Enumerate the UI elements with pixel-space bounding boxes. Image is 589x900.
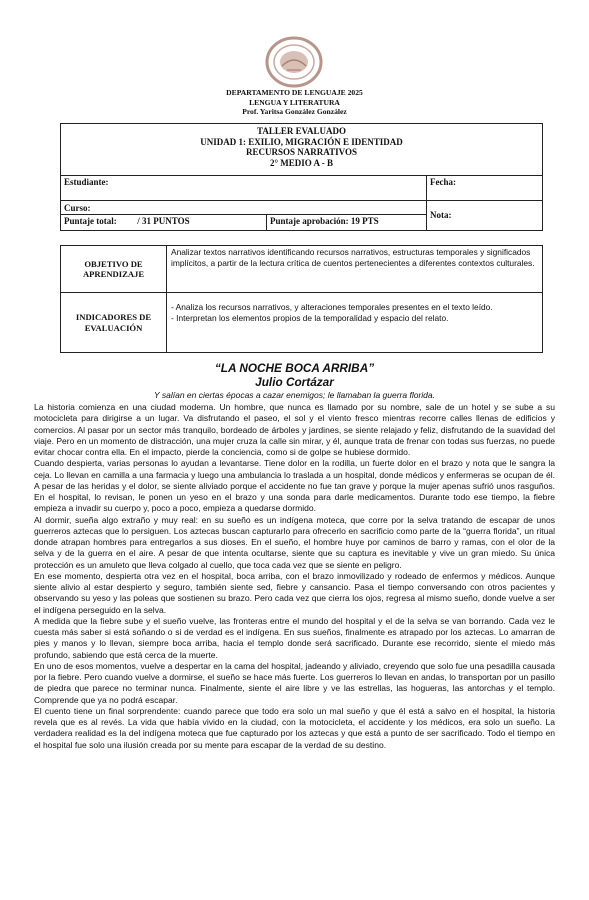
total-score-label: Puntaje total: xyxy=(64,215,117,226)
department-name: DEPARTAMENTO DE LENGUAJE 2025 xyxy=(226,88,363,97)
date-label: Fecha: xyxy=(430,177,456,188)
indicators-text xyxy=(167,293,543,353)
indicator-item: - Analiza los recursos narrativos, y alteraciones temporales presentes en el texto leído. xyxy=(171,302,493,312)
story-paragraph: El cuento tiene un final sorprendente: cuando parece que todo era solo un mal sueño y que él está a salvo en el hospital, la historia revela que es al revés. La vida que había vivido en la ciudad, con la motocicleta, el accidente y los médicos, era solo un sueño. La verdadera realidad es la del indígena moteca que fue capturado por los aztecas y que está a punto de ser sacrificado. Todo el tiempo en el hospital fue solo una ilusión creada por su mente para escapar de la verdad de su destino. xyxy=(34,705,555,750)
objectives-table xyxy=(60,245,543,353)
department-header xyxy=(0,88,589,117)
student-label: Estudiante: xyxy=(64,177,109,188)
story-paragraph: Cuando despierta, varias personas lo ayudan a levantarse. Tiene dolor en la rodilla, un fuerte dolor en el brazo y nota que le sangra la ceja. Lo llevan en camilla a una farmacia y luego una ambulancia lo traslada a un hospital, donde médicos y enfermeras se ocupan de él. A pesar de las heridas y el dolor, se siente aliviado porque el accidente no fue tan grave y porque la mujer apenas sufrió unos rasguños. En el hospital, lo revisan, le ponen un yeso en el brazo y una sonda para darle medicamentos. Durante todo ese tiempo, la fiebre empieza a invadir su cuerpo y, poco a poco, empieza a quedarse dormido. xyxy=(34,458,555,514)
university-seal-icon xyxy=(263,36,325,88)
grade-label: Nota: xyxy=(430,210,452,221)
approval-score-field xyxy=(267,214,427,230)
unit-title: UNIDAD 1: EXILIO, MIGRACIÓN E IDENTIDAD xyxy=(200,136,403,147)
topic-title: RECURSOS NARRATIVOS xyxy=(246,147,357,157)
assessment-type: TALLER EVALUADO xyxy=(257,126,346,136)
course-label: Curso: xyxy=(64,202,91,213)
story-paragraph: La historia comienza en una ciudad moderna. Un hombre, que nunca es llamado por su nombre, sale de un hotel y se sube a su motocicleta para dirigirse a un lugar. Va disfrutando el paseo, el sol y el viento fresco mientras recorre calles llenas de edificios y comercios. Al pasar por un sector más tranquilo, bordeado de árboles y jardines, se siente relajado y feliz, disfrutando de la suavidad del viaje. Pero en un momento de distracción, una mujer cruza la calle sin mirar, y él, aunque trata de frenar con todas sus fuerzas, no puede evitar chocar contra ella. En el impacto, pierde la conciencia, como si de golpe se hubiese dormido. xyxy=(34,402,555,457)
story-author: Julio Cortázar xyxy=(255,375,334,389)
course-field[interactable] xyxy=(61,200,427,214)
indicators-label: INDICADORES DE EVALUACIÓN xyxy=(61,293,167,353)
story-title: “LA NOCHE BOCA ARRIBA” xyxy=(214,361,375,375)
subject-name: LENGUA Y LITERATURA xyxy=(249,97,340,107)
total-score-field xyxy=(61,214,267,230)
story-paragraph: Al dormir, sueña algo extraño y muy real: en su sueño es un indígena moteca, que corre por la selva tratando de escapar de unos guerreros aztecas que lo persiguen. Los aztecas buscan capturarlo para ofrecerlo en sacrificio como parte de la “guerra florida”, un ritual donde atrapan hombres para entregarlos a sus dioses. En el sueño, el hombre huye por caminos de barro y ramas, con el olor de la selva y de la guerra en el aire. A pesar de que intenta ocultarse, siente que su captura es inevitable y vive un gran miedo. Su única protección es un amuleto que lleva colgado al cuello, que toca cada vez que se siente en peligro. xyxy=(34,514,555,570)
story-paragraph: En uno de esos momentos, vuelve a despertar en la cama del hospital, jadeando y aliviado, creyendo que solo fue una pesadilla causada por la fiebre. Pero cuando vuelve a dormirse, el sueño se hace más fuerte. Los guerreros lo llevan en andas, lo transportan por un pasillo de piedra que parece no terminar nunca. Finalmente, siente el aire libre y ve las estrellas, las hogueras, las antorchas y el templo. Comprende que ya no podrá escapar. xyxy=(34,660,555,705)
story-epigraph: Y salían en ciertas épocas a cazar enemigos; le llamaban la guerra florida. xyxy=(154,390,435,400)
assessment-info-table xyxy=(60,123,543,231)
objective-text: Analizar textos narrativos identificando recursos narrativos, estructuras temporales y significados implícitos, a partir de la lectura crítica de cuentos pertenecientes a diferentes contextos culturales. xyxy=(167,246,543,293)
assessment-title-block xyxy=(61,124,543,176)
total-score-value: / 31 PUNTOS xyxy=(137,215,190,226)
date-field[interactable] xyxy=(427,176,543,200)
story-body xyxy=(34,402,555,751)
grade-field[interactable] xyxy=(427,200,543,230)
teacher-name: Prof. Yaritsa González González xyxy=(242,107,347,117)
indicator-item: - Interpretan los elementos propios de la temporalidad y espacio del relato. xyxy=(171,312,449,323)
course-level: 2° MEDIO A - B xyxy=(269,157,334,168)
story-paragraph: A medida que la fiebre sube y el sueño vuelve, las fronteras entre el mundo del hospital y el de la selva se van borrando. Cada vez le cuesta más saber si está soñando o si de verdad es el indígena. En sus sueños, finalmente es atrapado por los aztecas. Lo amarran de pies y manos y lo llevan, siempre boca arriba, hacia el templo donde será sacrificado. Durante ese recorrido, siente el miedo más profundo, sabiendo que está cerca de la muerte. xyxy=(34,615,555,660)
approval-score-label: Puntaje aprobación: 19 PTS xyxy=(270,215,379,226)
story-paragraph: En ese momento, despierta otra vez en el hospital, boca arriba, con el brazo inmovilizado y rodeado de enfermos y médicos. Aunque siente alivio al estar despierto y seguro, también siente sed, fiebre y cansancio. Pasa el tiempo conversando con otros pacientes y observando su yeso y las poleas que sostienen su brazo. Pero cada vez que cierra los ojos, regresa al mismo sueño, donde vuelve a ser el indígena perseguido en la selva. xyxy=(34,570,555,615)
objective-label: OBJETIVO DE APRENDIZAJE xyxy=(61,246,167,293)
student-field[interactable] xyxy=(61,176,427,200)
